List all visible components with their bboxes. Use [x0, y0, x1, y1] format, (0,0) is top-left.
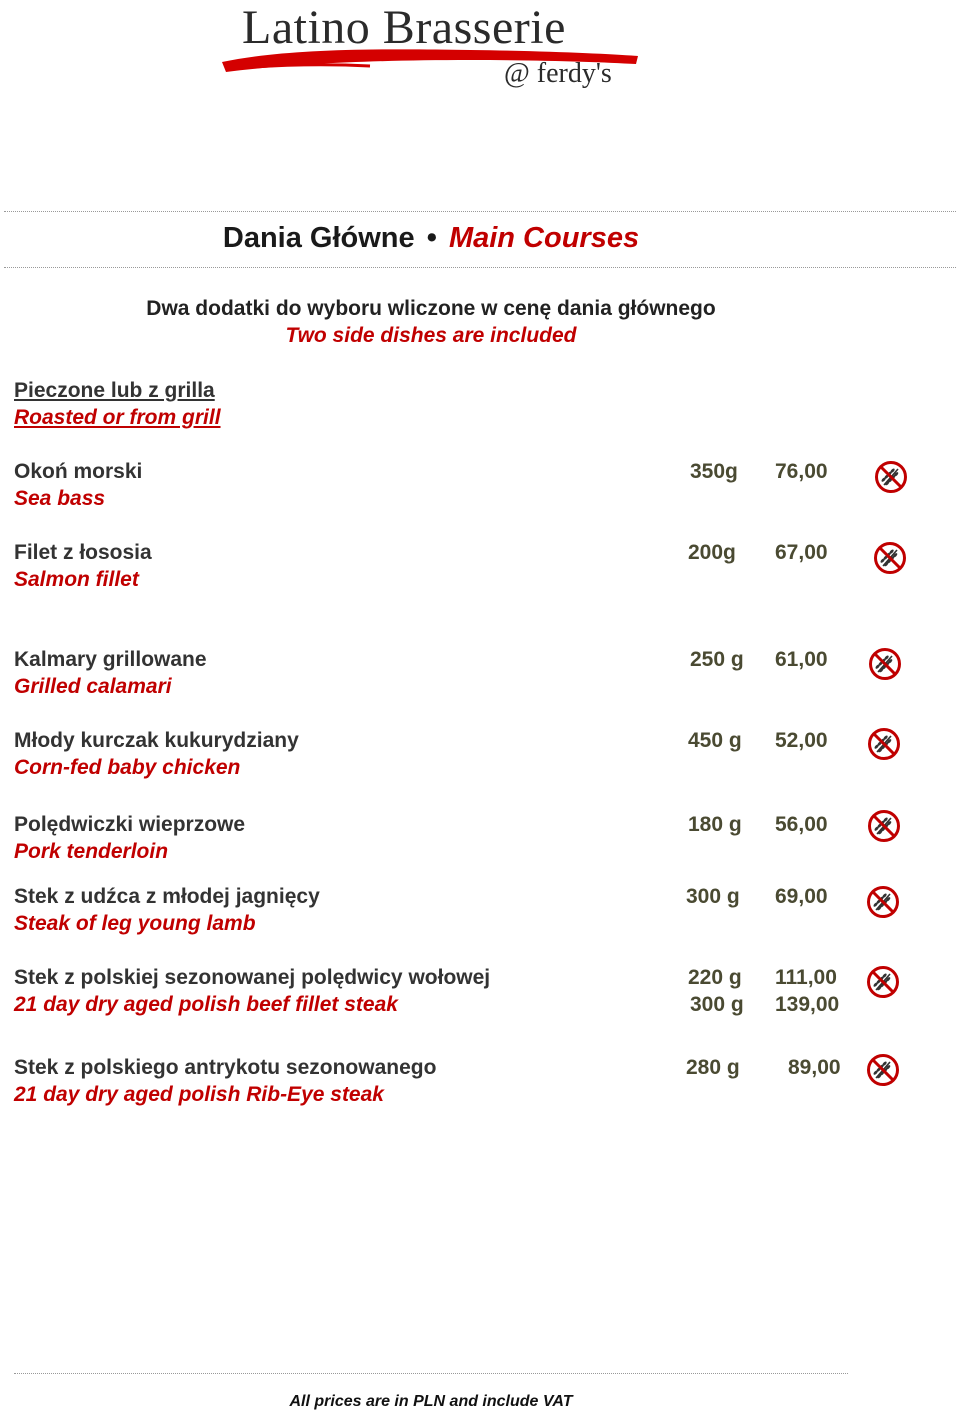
menu-item-name-pl: Filet z łososia: [14, 541, 152, 564]
gluten-free-icon: [867, 809, 901, 843]
menu-item-price: 76,00: [775, 460, 828, 483]
menu-item-name-en: 21 day dry aged polish Rib-Eye steak: [14, 1083, 384, 1106]
footer-note: All prices are in PLN and include VAT: [289, 1393, 573, 1410]
menu-item-name-pl: Młody kurczak kukurydziany: [14, 729, 299, 752]
menu-item-weight: 300 g: [686, 885, 740, 908]
menu-item-name-pl: Stek z polskiego antrykotu sezonowanego: [14, 1056, 437, 1079]
menu-item-name-pl: Stek z udźca z młodej jagnięcy: [14, 885, 320, 908]
divider-under-title: [4, 267, 956, 268]
menu-item-price: 52,00: [775, 729, 828, 752]
intro-polish: Dwa dodatki do wyboru wliczone w cenę dania głównego: [146, 297, 716, 320]
gluten-free-icon: [866, 1053, 900, 1087]
menu-item-name-pl: Okoń morski: [14, 460, 143, 483]
menu-item-weight: 250 g: [690, 648, 744, 671]
divider-bottom: [14, 1373, 848, 1374]
menu-item-weight: 280 g: [686, 1056, 740, 1079]
intro-english: Two side dishes are included: [285, 324, 577, 347]
gluten-free-icon: [874, 460, 908, 494]
menu-item-name-en: Pork tenderloin: [14, 840, 169, 863]
divider-top: [4, 211, 956, 212]
section-title-english: Roasted or from grill: [14, 406, 221, 429]
menu-item-name-pl: Kalmary grillowane: [14, 648, 207, 671]
menu-item-weight: 200g: [688, 541, 736, 564]
menu-item-weight: 220 g: [688, 966, 742, 989]
menu-item-name-en: Sea bass: [14, 487, 106, 510]
menu-item-name-en: 21 day dry aged polish beef fillet steak: [14, 993, 398, 1016]
menu-item-name-en: Steak of leg young lamb: [14, 912, 256, 935]
brand-logo: [220, 0, 640, 100]
gluten-free-icon: [873, 541, 907, 575]
menu-item-name-en: Salmon fillet: [14, 568, 139, 591]
brand-subtitle: @ ferdy's: [504, 58, 612, 89]
menu-item-weight: 350g: [690, 460, 738, 483]
menu-item-price: 56,00: [775, 813, 828, 836]
menu-item-price: 61,00: [775, 648, 828, 671]
menu-item-price: 69,00: [775, 885, 828, 908]
menu-item-price: 89,00: [788, 1056, 841, 1079]
section-title-polish: Pieczone lub z grilla: [14, 379, 215, 402]
page-title: [0, 222, 862, 255]
gluten-free-icon: [866, 885, 900, 919]
menu-item-weight: 450 g: [688, 729, 742, 752]
menu-item-weight: 180 g: [688, 813, 742, 836]
title-polish: Dania Główne: [222, 222, 415, 254]
gluten-free-icon: [867, 727, 901, 761]
menu-item-name-pl: Stek z polskiej sezonowanej polędwicy wołowej: [14, 966, 491, 989]
title-separator: •: [426, 222, 437, 254]
brand-title: Latino Brasserie: [242, 1, 566, 54]
gluten-free-icon: [866, 965, 900, 999]
menu-item-name-en: Grilled calamari: [14, 675, 172, 698]
gluten-free-icon: [868, 647, 902, 681]
menu-item-price: 67,00: [775, 541, 828, 564]
menu-item-name-pl: Polędwiczki wieprzowe: [14, 813, 246, 836]
title-english: Main Courses: [448, 222, 640, 254]
menu-item-price-alt: 139,00: [775, 993, 840, 1016]
menu-item-weight-alt: 300 g: [690, 993, 744, 1016]
menu-item-price: 111,00: [775, 966, 837, 989]
menu-item-name-en: Corn-fed baby chicken: [14, 756, 241, 779]
